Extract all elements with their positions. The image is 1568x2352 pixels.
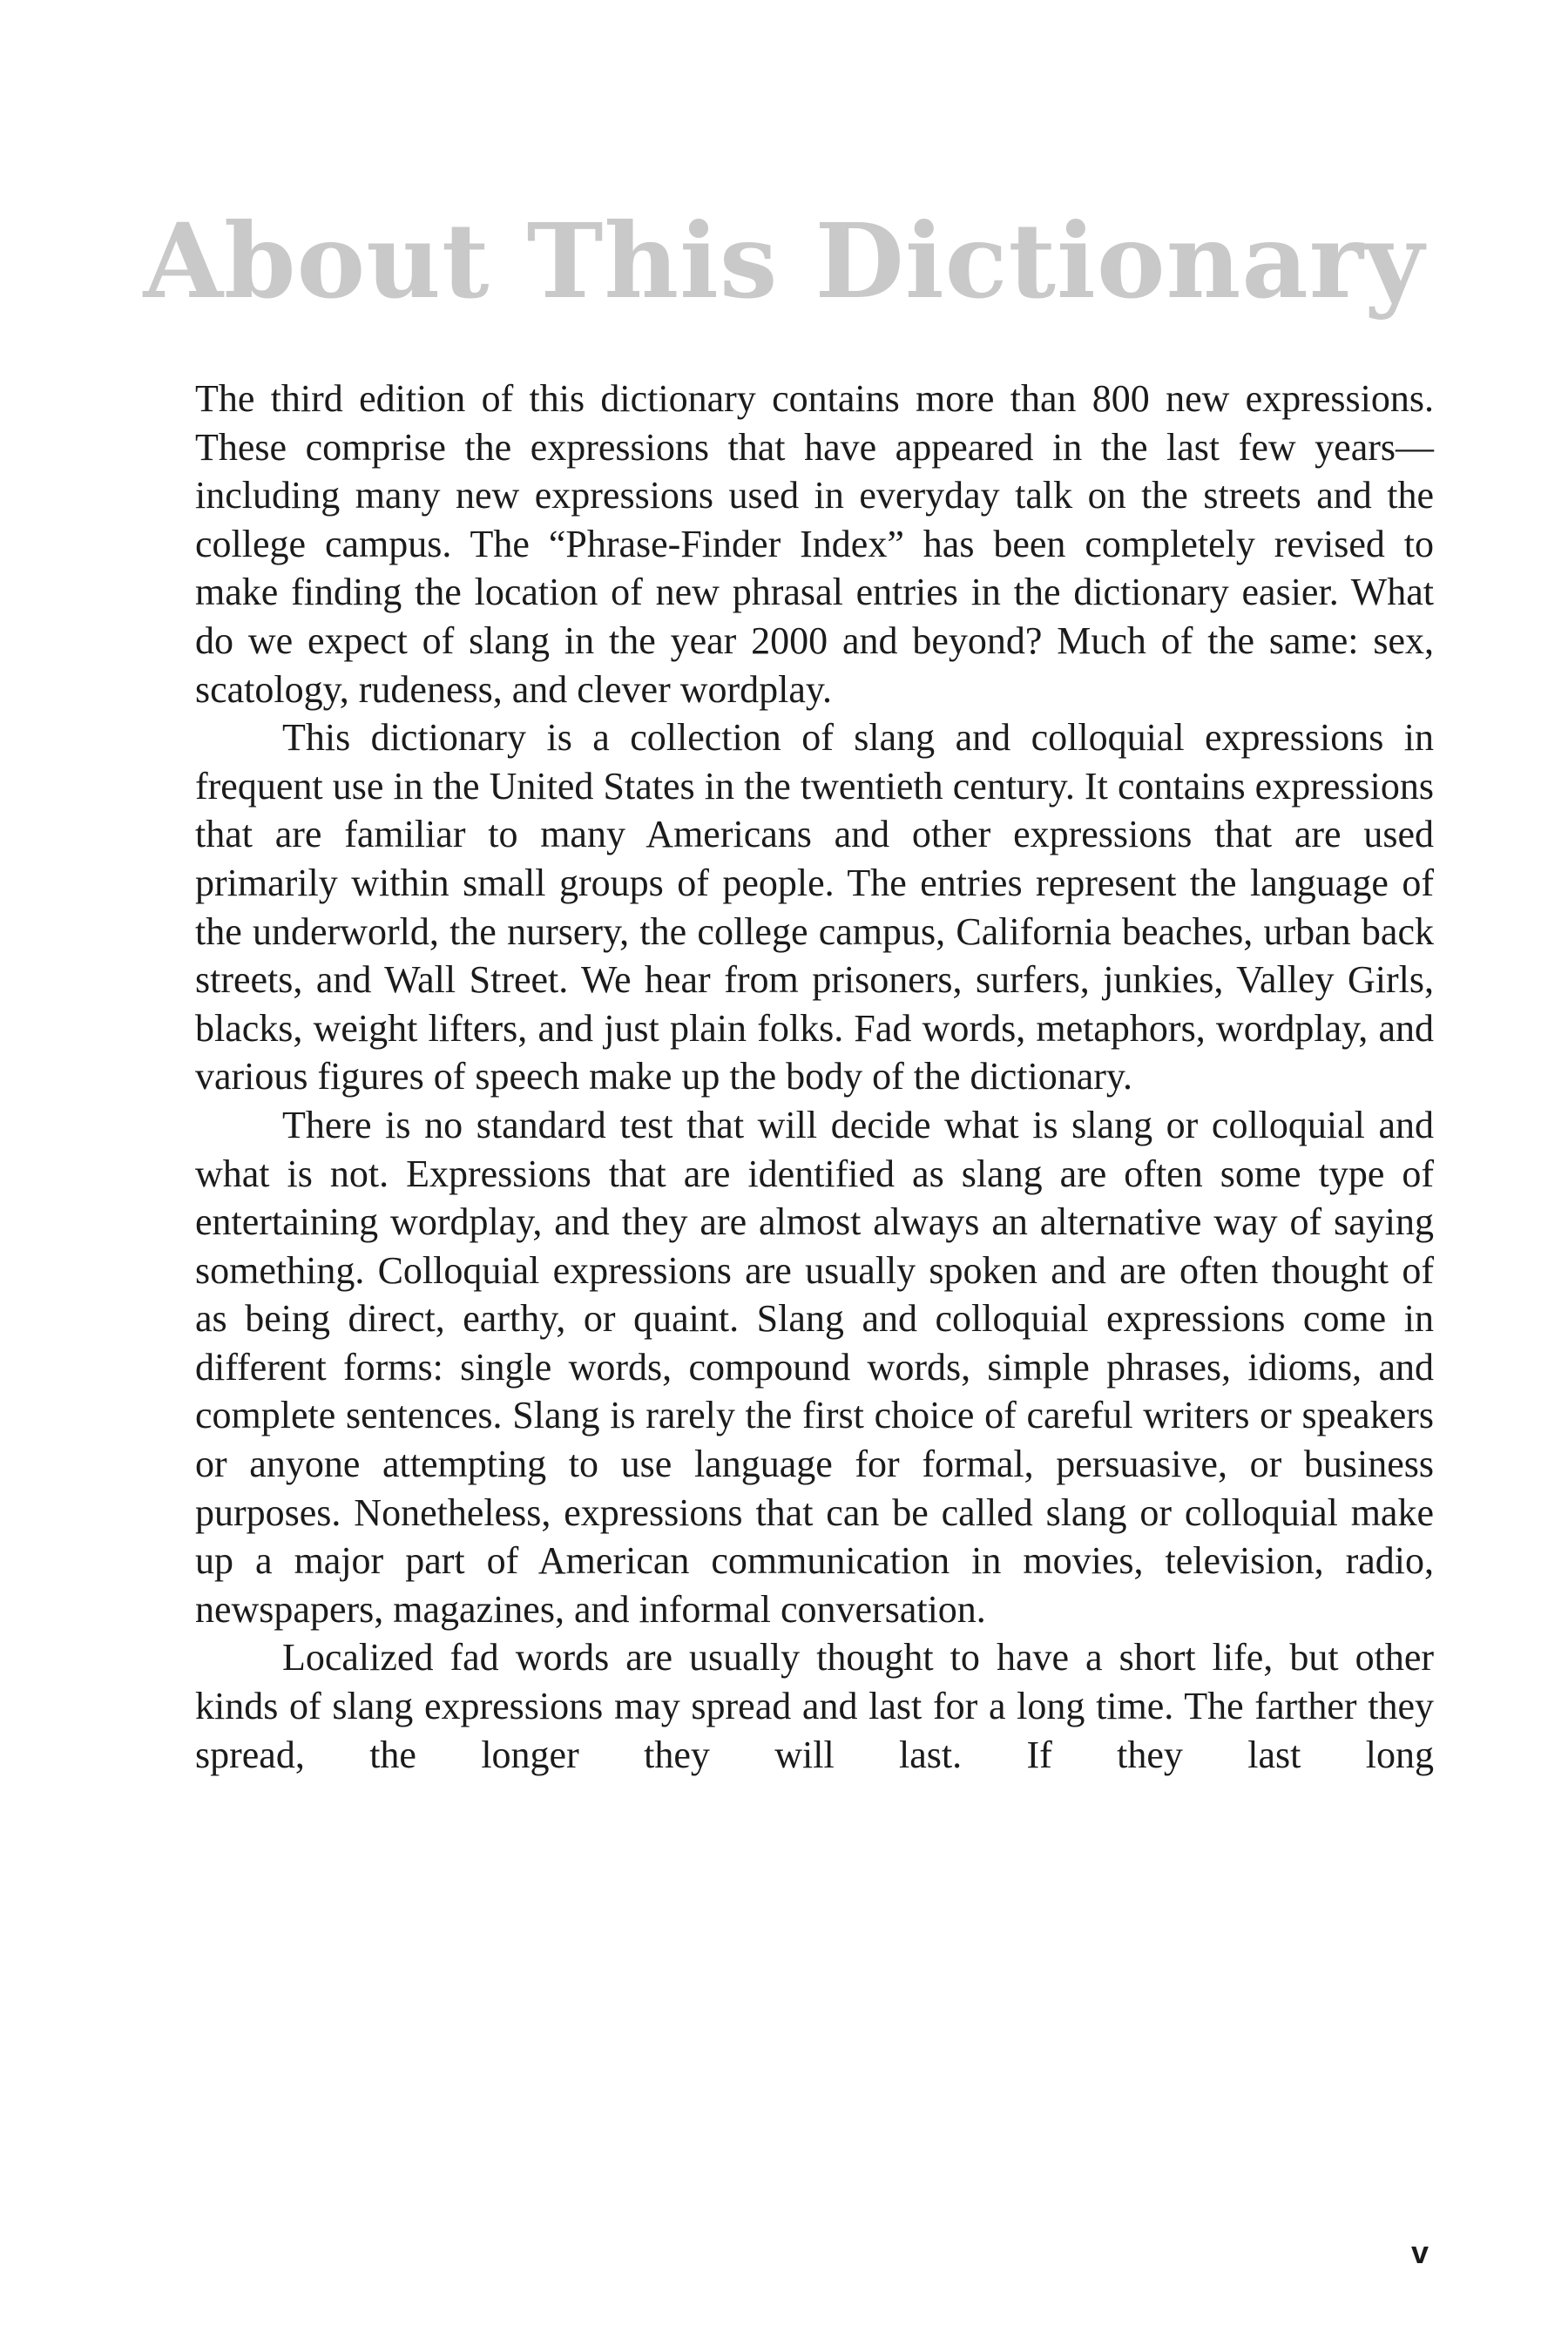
paragraph-2: This dictionary is a collection of slang and colloquial expressions in frequent use in the United States in the twentieth century. It contains expressions that are familiar to many Americans and other expressions that are used primarily within small groups of people. The entries represent the language of the underworld, the nursery, the college campus, California beaches, urban back streets, and Wall Street. We hear from prisoners, surfers, junkies, Valley Girls, blacks, weight lifters, and just plain folks. Fad words, metaphors, wordplay, and various figures of speech make up the body of the dictionary.: [195, 716, 1434, 1098]
paragraph-1: The third edition of this dictionary contains more than 800 new expressions. These comprise the expressions that have appeared in the last few years—including many new expressions used in everyday talk on the streets and the college campus. The “Phrase-Finder Index” has been completely revised to make finding the location of new phrasal entries in the dictionary easier. What do we expect of slang in the year 2000 and beyond? Much of the same: sex, scatology, rudeness, and clever wordplay.: [195, 377, 1434, 711]
page-number: v: [1410, 2234, 1429, 2270]
page-title: About This Dictionary: [143, 200, 1425, 321]
paragraph-4: Localized fad words are usually thought to have a short life, but other kinds of slang expressions may spread and last for a long time. The farther they spread, the longer they will last. If they last long: [195, 1636, 1434, 1776]
paragraph-3: There is no standard test that will decide what is slang or colloquial and what is not. Expressions that are identified as slang are often some type of entertaining wordplay, and they are almost always an alternative way of saying something. Colloquial expressions are usually spoken and are often thought of as being direct, earthy, or quaint. Slang and colloquial expressions come in different forms: single words, compound words, simple phrases, idioms, and complete sentences. Slang is rarely the first choice of careful writers or speakers or anyone attempting to use language for formal, persuasive, or business purposes. Nonetheless, expressions that can be called slang or colloquial make up a major part of American communication in movies, television, radio, newspapers, magazines, and informal conversation.: [195, 1103, 1434, 1631]
body-text: [195, 375, 1434, 1779]
